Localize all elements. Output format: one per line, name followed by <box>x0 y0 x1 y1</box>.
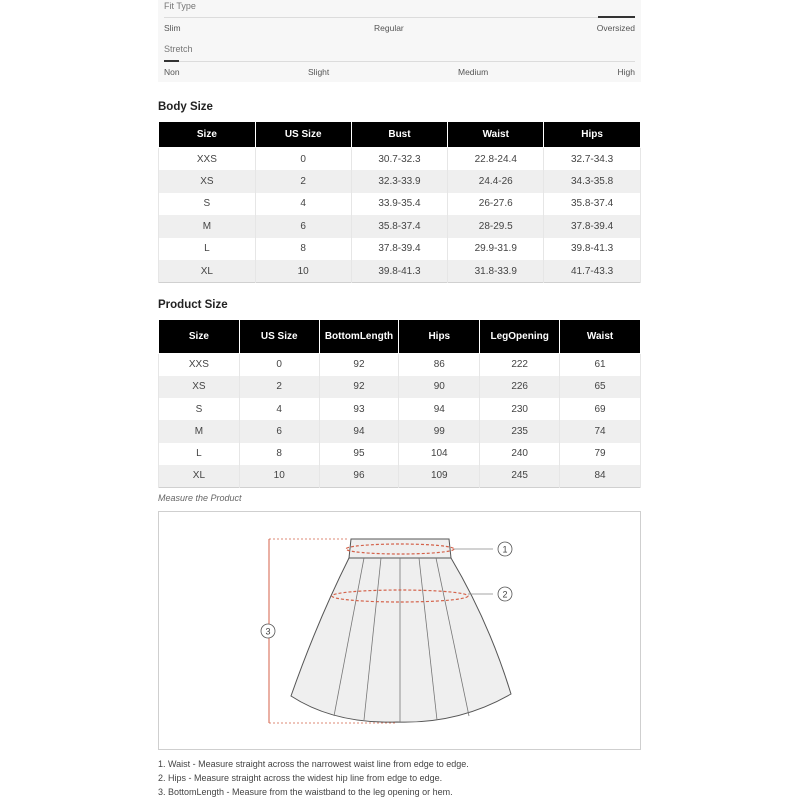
table-cell: 28-29.5 <box>448 215 544 238</box>
table-cell: 2 <box>255 170 351 193</box>
table-cell: 96 <box>319 465 399 487</box>
table-cell: M <box>159 215 256 238</box>
stretch-option-non: Non <box>164 67 180 77</box>
instruction-bottom-length: 3. BottomLength - Measure from the waistband to the leg opening or hem. <box>158 787 453 797</box>
table-row <box>159 398 641 420</box>
table-row <box>159 148 641 171</box>
table-cell: 4 <box>239 398 319 420</box>
table-cell: 69 <box>560 398 641 420</box>
table-cell: S <box>159 398 240 420</box>
table-cell: 29.9-31.9 <box>448 238 544 261</box>
table-cell: 74 <box>560 420 641 442</box>
col-header-hips: Hips <box>399 320 480 354</box>
table-cell: 4 <box>255 193 351 216</box>
table-cell: 0 <box>255 148 351 171</box>
table-cell: 92 <box>319 376 399 398</box>
table-cell: XL <box>159 260 256 283</box>
stretch-selected-marker <box>164 60 179 62</box>
table-cell: 2 <box>239 376 319 398</box>
table-header-row <box>159 320 641 354</box>
table-cell: 37.8-39.4 <box>351 238 448 261</box>
fit-type-selected-marker <box>598 16 635 18</box>
table-row <box>159 376 641 398</box>
table-row <box>159 193 641 216</box>
skirt-body <box>291 558 511 722</box>
table-cell: XXS <box>159 148 256 171</box>
table-cell: 31.8-33.9 <box>448 260 544 283</box>
table-cell: XL <box>159 465 240 487</box>
table-row <box>159 354 641 376</box>
table-cell: 22.8-24.4 <box>448 148 544 171</box>
table-cell: 35.8-37.4 <box>544 193 641 216</box>
table-cell: 30.7-32.3 <box>351 148 448 171</box>
table-cell: 10 <box>255 260 351 283</box>
fit-type-track <box>164 17 635 18</box>
table-cell: 0 <box>239 354 319 376</box>
col-header-waist: Waist <box>560 320 641 354</box>
stretch-option-high: High <box>617 67 635 77</box>
table-cell: S <box>159 193 256 216</box>
table-cell: 230 <box>480 398 560 420</box>
table-row <box>159 420 641 442</box>
table-cell: 240 <box>480 443 560 465</box>
marker-2-label: 2 <box>502 589 508 600</box>
table-cell: 245 <box>480 465 560 487</box>
col-header-us-size: US Size <box>255 122 351 148</box>
table-cell: 222 <box>480 354 560 376</box>
table-cell: 39.8-41.3 <box>544 238 641 261</box>
col-header-bottom-length: BottomLength <box>319 320 399 354</box>
fit-type-label: Fit Type <box>164 1 196 11</box>
table-cell: 6 <box>239 420 319 442</box>
col-header-hips: Hips <box>544 122 641 148</box>
table-cell: L <box>159 238 256 261</box>
table-cell: 35.8-37.4 <box>351 215 448 238</box>
table-cell: 26-27.6 <box>448 193 544 216</box>
table-cell: 95 <box>319 443 399 465</box>
measure-caption: Measure the Product <box>158 493 242 503</box>
table-cell: M <box>159 420 240 442</box>
product-size-title: Product Size <box>158 299 228 311</box>
table-cell: 6 <box>255 215 351 238</box>
table-cell: 32.7-34.3 <box>544 148 641 171</box>
table-cell: 86 <box>399 354 480 376</box>
table-cell: 8 <box>239 443 319 465</box>
table-cell: 37.8-39.4 <box>544 215 641 238</box>
table-cell: XS <box>159 376 240 398</box>
table-cell: 24.4-26 <box>448 170 544 193</box>
table-cell: 41.7-43.3 <box>544 260 641 283</box>
table-cell: 90 <box>399 376 480 398</box>
table-cell: XS <box>159 170 256 193</box>
table-cell: 94 <box>399 398 480 420</box>
body-size-title: Body Size <box>158 101 213 113</box>
table-cell: 61 <box>560 354 641 376</box>
table-cell: 84 <box>560 465 641 487</box>
fit-panel <box>158 0 641 82</box>
table-cell: 79 <box>560 443 641 465</box>
col-header-us-size: US Size <box>239 320 319 354</box>
stretch-option-slight: Slight <box>308 67 330 77</box>
col-header-size: Size <box>159 320 240 354</box>
table-row <box>159 215 641 238</box>
col-header-waist: Waist <box>448 122 544 148</box>
table-cell: 34.3-35.8 <box>544 170 641 193</box>
skirt-illustration <box>159 512 642 751</box>
instruction-hips: 2. Hips - Measure straight across the widest hip line from edge to edge. <box>158 773 443 783</box>
table-row <box>159 238 641 261</box>
table-row <box>159 170 641 193</box>
fit-option-regular: Regular <box>374 23 404 33</box>
stretch-label: Stretch <box>164 44 193 54</box>
table-cell: 235 <box>480 420 560 442</box>
table-cell: 10 <box>239 465 319 487</box>
fit-option-slim: Slim <box>164 23 181 33</box>
table-cell: 39.8-41.3 <box>351 260 448 283</box>
table-cell: 32.3-33.9 <box>351 170 448 193</box>
stretch-option-medium: Medium <box>458 67 489 77</box>
table-cell: 92 <box>319 354 399 376</box>
table-cell: 99 <box>399 420 480 442</box>
col-header-leg-opening: LegOpening <box>480 320 560 354</box>
table-row <box>159 443 641 465</box>
table-cell: 226 <box>480 376 560 398</box>
table-cell: 109 <box>399 465 480 487</box>
instruction-waist: 1. Waist - Measure straight across the narrowest waist line from edge to edge. <box>158 759 469 769</box>
measure-diagram <box>158 511 641 750</box>
col-header-bust: Bust <box>351 122 448 148</box>
col-header-size: Size <box>159 122 256 148</box>
table-cell: 94 <box>319 420 399 442</box>
stretch-track <box>164 61 635 62</box>
table-cell: 8 <box>255 238 351 261</box>
table-row <box>159 465 641 487</box>
marker-1-label: 1 <box>502 544 508 555</box>
table-cell: 65 <box>560 376 641 398</box>
product-size-table <box>158 319 641 488</box>
table-cell: 93 <box>319 398 399 420</box>
table-cell: XXS <box>159 354 240 376</box>
table-cell: 104 <box>399 443 480 465</box>
table-cell: L <box>159 443 240 465</box>
table-cell: 33.9-35.4 <box>351 193 448 216</box>
body-size-table <box>158 121 641 283</box>
fit-option-oversized: Oversized <box>596 23 635 33</box>
table-row <box>159 260 641 283</box>
table-header-row <box>159 122 641 148</box>
skirt-waistband <box>349 539 451 558</box>
marker-3-label: 3 <box>265 626 271 637</box>
